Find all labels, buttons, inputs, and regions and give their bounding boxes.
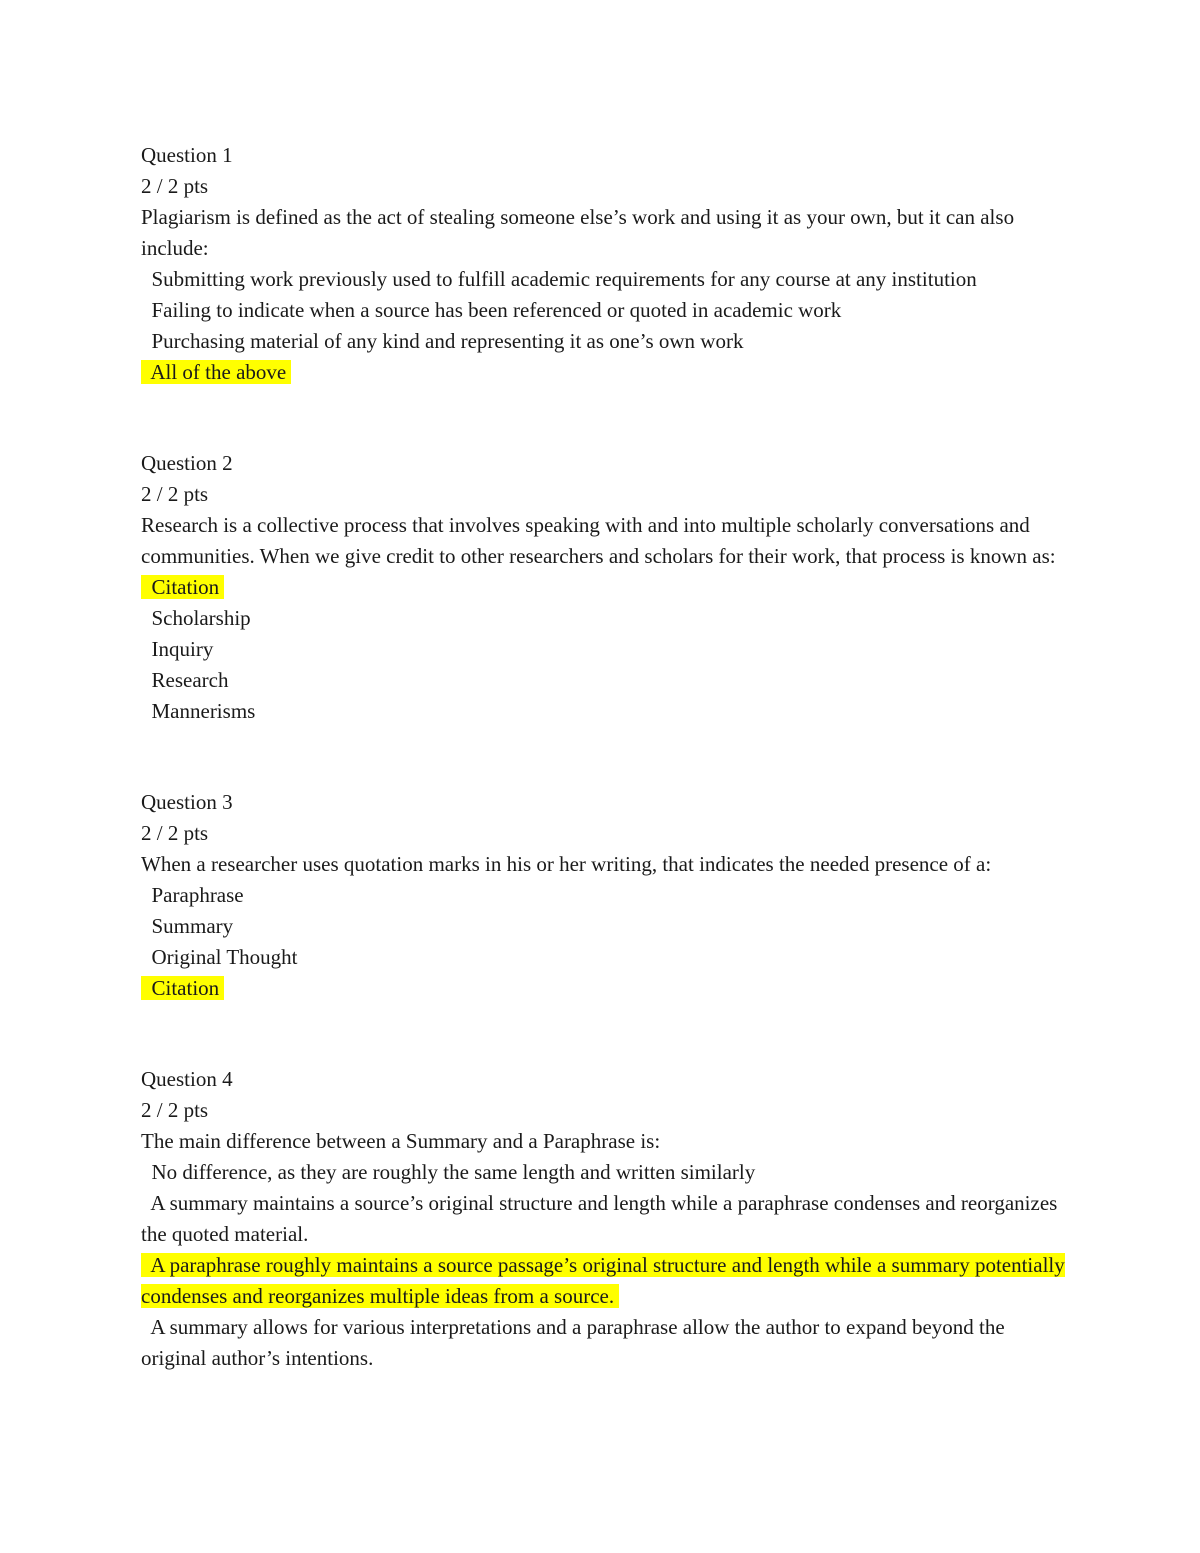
- question-prompt: When a researcher uses quotation marks in his or her writing, that indicates the needed presence of a:: [141, 852, 992, 876]
- answer-text: Failing to indicate when a source has been referenced or quoted in academic work: [146, 298, 842, 322]
- question-title: Question 4: [141, 1067, 233, 1091]
- answer-option: [141, 942, 1071, 973]
- question-prompt: Plagiarism is defined as the act of stealing someone else’s work and using it as your own, but it can also include:: [141, 205, 1015, 260]
- answer-text: A summary allows for various interpretations and a paraphrase allow the author to expand beyond the original author’s intentions.: [141, 1315, 1005, 1370]
- answer-option: [141, 295, 1071, 326]
- answer-option: [141, 326, 1071, 357]
- answer-text: Original Thought: [146, 945, 298, 969]
- question-title: Question 3: [141, 790, 233, 814]
- question-title: Question 1: [141, 143, 233, 167]
- answer-option: [141, 911, 1071, 942]
- question-3: [141, 787, 1071, 1004]
- answer-text: Submitting work previously used to fulfill academic requirements for any course at any institution: [146, 267, 977, 291]
- question-4: [141, 1064, 1071, 1374]
- answer-text: A paraphrase roughly maintains a source passage’s original structure and length while a summary potentially condenses and reorganizes multiple ideas from a source.: [141, 1253, 1065, 1308]
- answer-text: Inquiry: [146, 637, 214, 661]
- question-points: 2 / 2 pts: [141, 174, 209, 198]
- answer-text: No difference, as they are roughly the same length and written similarly: [146, 1160, 756, 1184]
- answer-option: [141, 603, 1071, 634]
- answer-text: Mannerisms: [146, 699, 256, 723]
- question-points: 2 / 2 pts: [141, 482, 209, 506]
- answer-text: Purchasing material of any kind and representing it as one’s own work: [146, 329, 744, 353]
- answer-option: [141, 1157, 1071, 1188]
- answer-text: Summary: [146, 914, 234, 938]
- answer-option: [141, 880, 1071, 911]
- answer-text: Research: [146, 668, 229, 692]
- answer-option-highlighted: [141, 973, 1071, 1004]
- answer-option: [141, 634, 1071, 665]
- answer-option-highlighted: [141, 1250, 1071, 1312]
- question-prompt: Research is a collective process that involves speaking with and into multiple scholarly conversations and communities. When we give credit to other researchers and scholars for their work, that process is known as:: [141, 513, 1056, 568]
- answer-text: A summary maintains a source’s original structure and length while a paraphrase condenses and reorganizes the quoted material.: [141, 1191, 1058, 1246]
- answer-text: Paraphrase: [146, 883, 244, 907]
- question-1: [141, 140, 1071, 388]
- question-points: 2 / 2 pts: [141, 1098, 209, 1122]
- question-2: [141, 448, 1071, 727]
- question-points: 2 / 2 pts: [141, 821, 209, 845]
- answer-option-highlighted: [141, 357, 1071, 388]
- answer-option-highlighted: [141, 572, 1071, 603]
- answer-text: Scholarship: [146, 606, 251, 630]
- answer-option: [141, 1188, 1071, 1250]
- answer-text: Citation: [141, 976, 224, 1000]
- answer-option: [141, 665, 1071, 696]
- question-prompt: The main difference between a Summary and a Paraphrase is:: [141, 1129, 661, 1153]
- answer-text: Citation: [141, 575, 224, 599]
- question-title: Question 2: [141, 451, 233, 475]
- answer-text: All of the above: [141, 360, 291, 384]
- answer-option: [141, 696, 1071, 727]
- answer-option: [141, 1312, 1071, 1374]
- answer-option: [141, 264, 1071, 295]
